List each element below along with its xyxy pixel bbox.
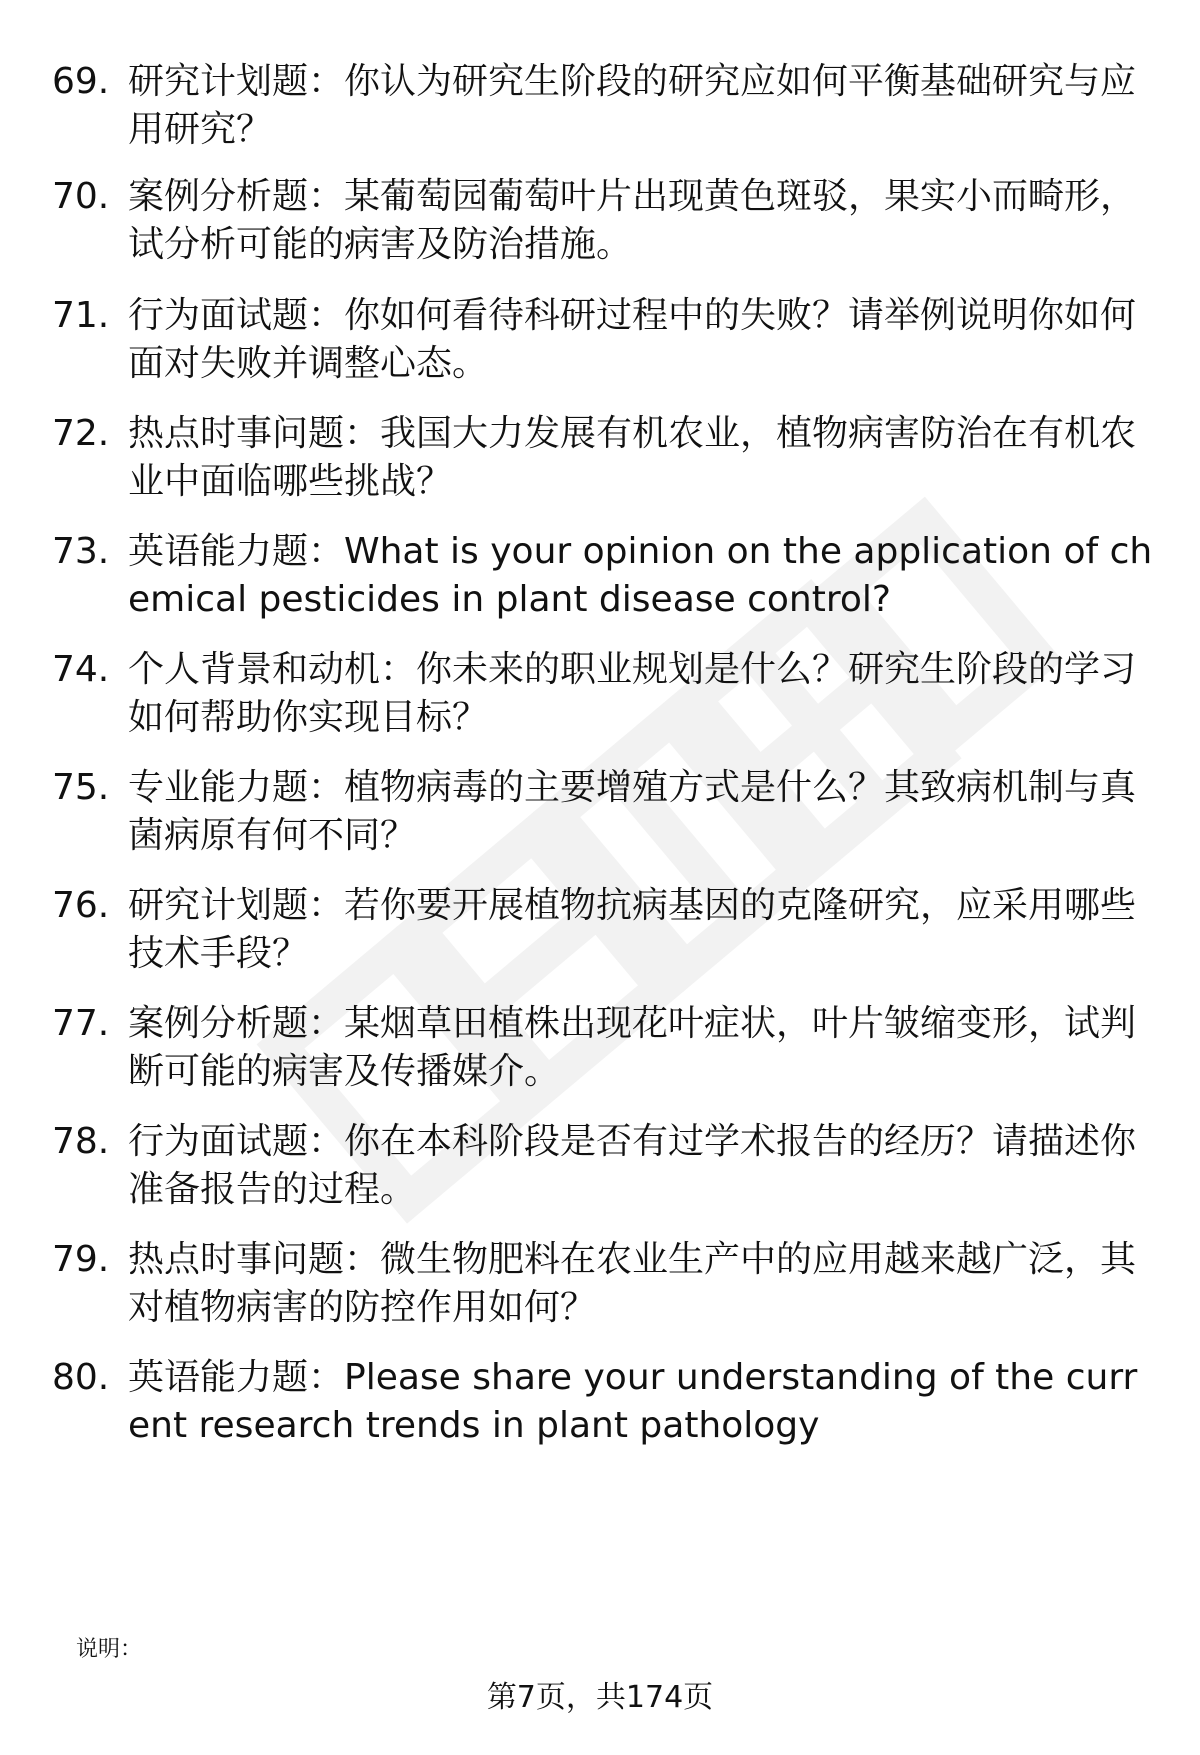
question-number: 73.	[52, 531, 110, 572]
question-number: 71.	[52, 295, 110, 336]
question-number: 70.	[52, 176, 110, 217]
question-item	[52, 646, 1162, 742]
question-number: 75.	[52, 767, 110, 808]
question-item	[52, 58, 1162, 154]
question-number: 76.	[52, 885, 110, 926]
question-text: 研究计划题：若你要开展植物抗病基因的克隆研究，应采用哪些技术手段？	[128, 885, 1137, 974]
question-text: 英语能力题：What is your opinion on the application of chemical pesticides in plant disease control?	[128, 531, 1153, 620]
question-text: 热点时事问题：我国大力发展有机农业，植物病害防治在有机农业中面临哪些挑战？	[128, 413, 1137, 502]
question-item	[52, 1118, 1162, 1214]
question-number: 69.	[52, 61, 110, 102]
question-text: 热点时事问题：微生物肥料在农业生产中的应用越来越广泛，其对植物病害的防控作用如何？	[128, 1239, 1137, 1328]
question-number: 78.	[52, 1121, 110, 1162]
question-number: 72.	[52, 413, 110, 454]
question-number: 79.	[52, 1239, 110, 1280]
question-text: 案例分析题：某葡萄园葡萄叶片出现黄色斑驳，果实小而畸形，试分析可能的病害及防治措施。	[128, 176, 1137, 265]
question-item	[52, 410, 1162, 506]
question-item	[52, 173, 1162, 269]
page-footer: 第7页，共174页	[486, 1680, 714, 1715]
question-text: 行为面试题：你在本科阶段是否有过学术报告的经历？请描述你准备报告的过程。	[128, 1121, 1137, 1210]
note-label: 说明：	[76, 1637, 143, 1662]
question-item	[52, 1236, 1162, 1332]
question-text: 英语能力题：Please share your understanding of the current research trends in plant pathology	[128, 1357, 1138, 1446]
question-item	[52, 1354, 1162, 1450]
question-item	[52, 1000, 1162, 1096]
question-text: 个人背景和动机：你未来的职业规划是什么？研究生阶段的学习如何帮助你实现目标？	[128, 649, 1137, 738]
question-item	[52, 528, 1162, 624]
question-item	[52, 882, 1162, 978]
question-text: 研究计划题：你认为研究生阶段的研究应如何平衡基础研究与应用研究？	[128, 61, 1137, 150]
question-number: 80.	[52, 1357, 110, 1398]
question-text: 行为面试题：你如何看待科研过程中的失败？请举例说明你如何面对失败并调整心态。	[128, 295, 1137, 384]
question-text: 专业能力题：植物病毒的主要增殖方式是什么？其致病机制与真菌病原有何不同？	[128, 767, 1137, 856]
question-item	[52, 292, 1162, 388]
question-item	[52, 764, 1162, 860]
question-number: 74.	[52, 649, 110, 690]
question-text: 案例分析题：某烟草田植株出现花叶症状，叶片皱缩变形，试判断可能的病害及传播媒介。	[128, 1003, 1137, 1092]
question-number: 77.	[52, 1003, 110, 1044]
